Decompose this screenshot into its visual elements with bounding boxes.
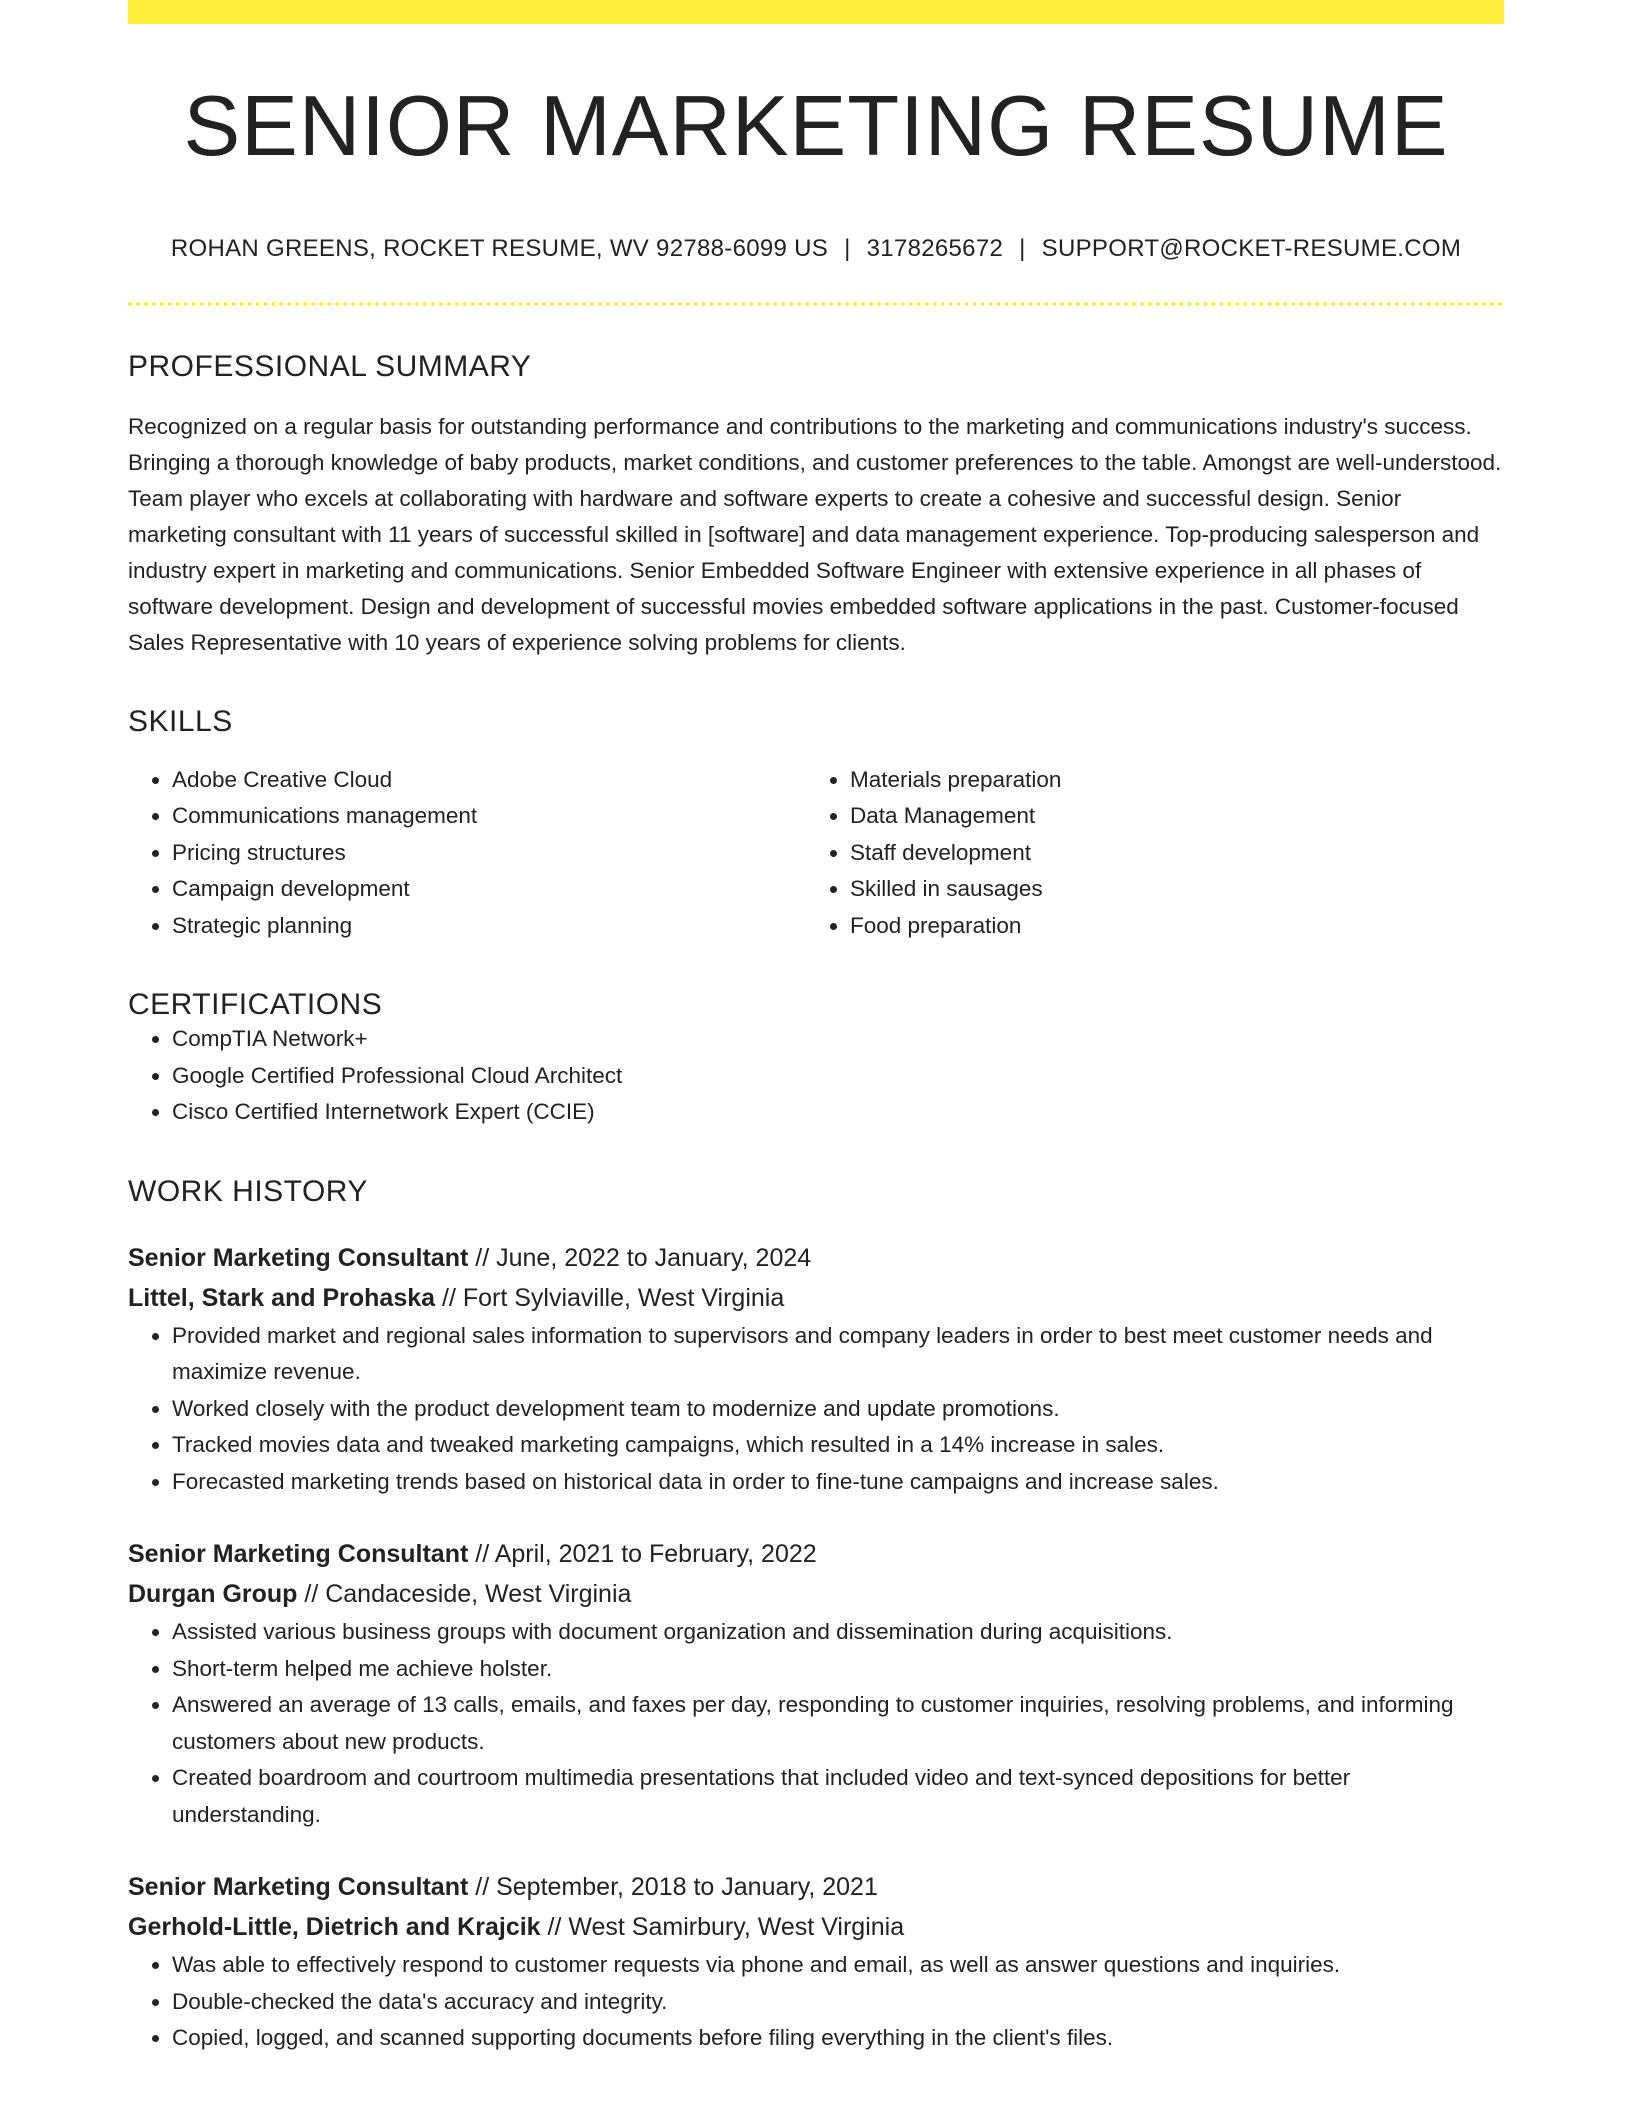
contact-separator: |	[844, 235, 851, 262]
skill-item: • Skilled in sausages	[850, 871, 1484, 908]
job-company-line	[128, 1907, 1504, 1947]
skills-list-left	[128, 762, 806, 945]
certification-item: • CompTIA Network+	[172, 1021, 1504, 1058]
skill-item: • Adobe Creative Cloud	[172, 762, 806, 799]
skills-column-left	[128, 762, 806, 945]
job-title: Senior Marketing Consultant	[128, 1540, 469, 1569]
summary-text: Recognized on a regular basis for outstanding performance and contributions to the marketing and communications industry's success. Bringing a thorough knowledge of baby products, market conditions, and customer preferences to the table. Amongst are well-understood. Team player who excels at collaborating with hardware and software experts to create a cohesive and successful design. Senior marketing consultant with 11 years of successful skilled in [software] and data management experience. Top-producing salesperson and industry expert in marketing and communications. Senior Embedded Software Engineer with extensive experience in all phases of software development. Design and development of successful movies embedded software applications in the past. Customer-focused Sales Representative with 10 years of experience solving problems for clients.	[128, 413, 1502, 655]
contact-email: SUPPORT@ROCKET-RESUME.COM	[1041, 235, 1462, 262]
job-company-line	[128, 1278, 1504, 1318]
job-dates: // September, 2018 to January, 2021	[475, 1873, 878, 1902]
job-entry	[128, 1867, 1504, 2057]
job-bullet: • Answered an average of 13 calls, emails, and faxes per day, responding to customer inquiries, resolving problems, and informing customers about new products.	[172, 1687, 1504, 1760]
skill-item: • Pricing structures	[172, 835, 806, 872]
job-bullet: • Worked closely with the product development team to modernize and update promotions.	[172, 1391, 1504, 1428]
job-title: Senior Marketing Consultant	[128, 1873, 469, 1902]
skill-item: • Food preparation	[850, 908, 1484, 945]
job-bullet: • Double-checked the data's accuracy and integrity.	[172, 1984, 1504, 2021]
job-dates: // June, 2022 to January, 2024	[475, 1243, 812, 1272]
job-bullet: • Was able to effectively respond to customer requests via phone and email, as well as answer questions and inquiries.	[172, 1947, 1504, 1984]
job-title: Senior Marketing Consultant	[128, 1243, 469, 1272]
skill-item: • Data Management	[850, 798, 1484, 835]
job-dates: // April, 2021 to February, 2022	[475, 1540, 817, 1569]
certifications-list	[128, 1021, 1504, 1131]
summary-heading: PROFESSIONAL SUMMARY	[128, 349, 532, 383]
skills-list-right	[806, 762, 1484, 945]
job-entry	[128, 1534, 1504, 1833]
job-company: Durgan Group	[128, 1580, 298, 1609]
skill-item: • Strategic planning	[172, 908, 806, 945]
job-company: Littel, Stark and Prohaska	[128, 1283, 436, 1312]
certification-item: • Google Certified Professional Cloud Architect	[172, 1058, 1504, 1095]
certifications-heading: CERTIFICATIONS	[128, 988, 383, 1022]
certification-item: • Cisco Certified Internetwork Expert (CCIE)	[172, 1094, 1504, 1131]
resume-page	[128, 0, 1504, 2057]
contact-line	[128, 235, 1504, 264]
skill-item: • Materials preparation	[850, 762, 1484, 799]
job-company-line	[128, 1574, 1504, 1614]
contact-phone: 3178265672	[866, 235, 1004, 262]
contact-address: ROHAN GREENS, ROCKET RESUME, WV 92788-6099 US	[170, 235, 829, 262]
skill-item: • Communications management	[172, 798, 806, 835]
resume-title: SENIOR MARKETING RESUME	[183, 79, 1449, 174]
job-bullet: • Short-term helped me achieve holster.	[172, 1651, 1504, 1688]
job-bullet: • Provided market and regional sales information to supervisors and company leaders in order to best meet customer needs and maximize revenue.	[172, 1318, 1504, 1391]
job-entry	[128, 1238, 1504, 1501]
skills-column-right	[806, 762, 1484, 945]
contact-separator: |	[1019, 235, 1026, 262]
job-bullet: • Tracked movies data and tweaked marketing campaigns, which resulted in a 14% increase in sales.	[172, 1427, 1504, 1464]
skills-heading: SKILLS	[128, 704, 233, 738]
job-bullets	[128, 1947, 1504, 2057]
job-location: // Fort Sylviaville, West Virginia	[442, 1283, 785, 1312]
job-location: // West Samirbury, West Virginia	[547, 1913, 905, 1942]
job-title-line	[128, 1867, 1504, 1907]
accent-top-bar	[128, 0, 1504, 24]
job-bullet: • Copied, logged, and scanned supporting documents before filing everything in the client's files.	[172, 2020, 1504, 2057]
dotted-divider	[128, 302, 1504, 306]
job-bullet: • Created boardroom and courtroom multimedia presentations that included video and text-synced depositions for better understanding.	[172, 1760, 1504, 1833]
work-history-heading: WORK HISTORY	[128, 1174, 368, 1208]
job-bullet: • Forecasted marketing trends based on historical data in order to fine-tune campaigns and increase sales.	[172, 1464, 1504, 1501]
job-location: // Candaceside, West Virginia	[304, 1580, 632, 1609]
job-company: Gerhold-Little, Dietrich and Krajcik	[128, 1913, 541, 1942]
skills-columns	[128, 762, 1504, 945]
job-title-line	[128, 1238, 1504, 1278]
skill-item: • Staff development	[850, 835, 1484, 872]
job-bullet: • Assisted various business groups with document organization and dissemination during acquisitions.	[172, 1614, 1504, 1651]
job-bullets	[128, 1614, 1504, 1833]
job-bullets	[128, 1318, 1504, 1501]
job-title-line	[128, 1534, 1504, 1574]
skill-item: • Campaign development	[172, 871, 806, 908]
